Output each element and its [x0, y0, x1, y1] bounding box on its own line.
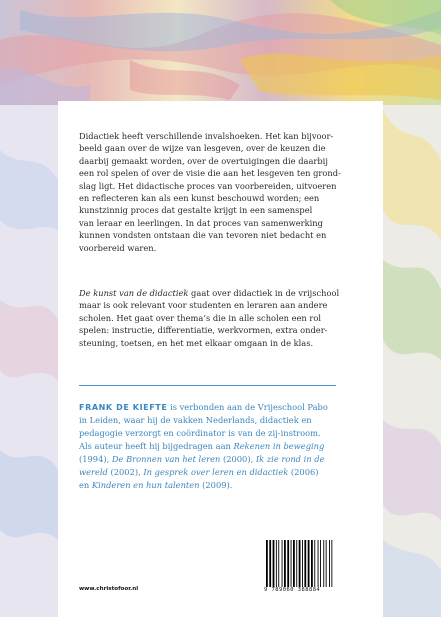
work-title: De Bronnen van het leren — [111, 454, 221, 464]
description-paragraph-1 — [79, 130, 349, 254]
work-title: Kinderen en hun talenten — [91, 480, 200, 490]
bio-text: en — [79, 480, 92, 490]
divider-line — [79, 385, 336, 386]
publisher-website[interactable]: www.christofoor.nl — [79, 586, 139, 592]
bio-line: pedagogie verzorgt en coördinator is van de zij-instroom. — [79, 428, 321, 438]
description-line: beeld gaan over de wijze van lesgeven, over de keuzen die — [79, 143, 326, 154]
description-line — [79, 287, 349, 299]
work-title: wereld — [79, 467, 108, 477]
bio-line — [79, 466, 369, 479]
bio-text: (2000), — [220, 454, 256, 464]
bio-line — [79, 479, 369, 492]
bio-text: (1994), — [79, 454, 112, 464]
bio-line — [79, 401, 369, 414]
isbn-barcode — [262, 537, 339, 603]
bio-line: in Leiden, waar hij de vakken Nederlands, didactiek en — [79, 415, 312, 425]
description-line: van leraar en leerlingen. In dat proces van samenwerking — [79, 217, 323, 228]
barcode-bar — [284, 540, 286, 587]
barcode-bar — [323, 540, 324, 587]
barcode-bar — [273, 540, 275, 587]
barcode-bar — [308, 540, 310, 587]
barcode-bar — [287, 540, 289, 587]
bio-line — [79, 453, 369, 466]
description-line: daarbij gemaakt worden, over de overtuigingen die daarbij — [79, 155, 328, 166]
description-paragraph-2 — [79, 287, 349, 349]
bio-text: (2002), — [107, 467, 144, 477]
barcode-bar — [269, 540, 271, 587]
bio-text: is verbonden aan de Vrijeschool Pabo — [167, 402, 328, 412]
author-bio — [79, 401, 369, 492]
barcode-bar — [318, 540, 319, 587]
barcode-bar — [266, 540, 268, 587]
barcode-bar — [326, 540, 327, 587]
work-title: Ik zie rond in de — [255, 454, 325, 464]
description-line: een rol spelen of over de visie die aan het lesgeven ten grond- — [79, 168, 341, 179]
description-line: kunstzinnig proces dat gestalte krijgt in een samenspel — [79, 205, 313, 216]
description-line: en reflecteren kan als een kunst beschouwd worden; een — [79, 193, 320, 204]
description-line: spelen: instructie, differentiatie, werkvormen, extra onder- — [79, 325, 328, 336]
barcode-bar — [304, 540, 306, 587]
barcode-bar — [302, 540, 303, 587]
barcode-bar — [311, 540, 313, 587]
barcode-bar — [276, 540, 277, 587]
barcode-bar — [314, 540, 315, 587]
book-title: De kunst van de didactiek — [79, 288, 189, 298]
description-text: gaat over didactiek in de vrijschool — [188, 288, 340, 298]
description-line: kunnen vondsten ontstaan die van tevoren niet bedacht en — [79, 230, 327, 241]
bio-text: (2006) — [288, 467, 319, 477]
description-line: slag ligt. Het didactische proces van voorbereiden, uitvoeren — [79, 180, 337, 191]
work-title: In gesprek over leren en didactiek — [143, 467, 289, 477]
barcode-bar — [278, 540, 279, 587]
barcode-bar — [293, 540, 295, 587]
bio-line — [79, 440, 369, 453]
isbn-number: 9 789060 388884 — [264, 587, 340, 593]
description-line: Didactiek heeft verschillende invalshoeken. Het kan bijvoor- — [79, 131, 334, 141]
bio-text: (2009). — [199, 480, 233, 490]
barcode-bar — [291, 540, 292, 587]
description-line: steuning, toetsen, en het met elkaar omgaan in de klas. — [79, 337, 314, 348]
bio-text: Als auteur heeft hij bijgedragen aan — [79, 441, 234, 451]
author-name: FRANK DE KIEFTE — [79, 403, 168, 412]
barcode-bar — [320, 540, 321, 587]
description-line: maar is ook relevant voor studenten en leraren aan andere — [79, 300, 328, 311]
barcode-bar — [296, 540, 297, 587]
description-line: scholen. Het gaat over thema’s die in alle scholen een rol — [79, 312, 321, 323]
description-line: voorbereid waren. — [79, 242, 157, 253]
barcode-bar — [331, 540, 332, 587]
work-title: Rekenen in beweging — [233, 441, 325, 451]
barcode-bar — [329, 540, 330, 587]
barcode-bar — [299, 540, 301, 587]
barcode-bar — [282, 540, 283, 587]
